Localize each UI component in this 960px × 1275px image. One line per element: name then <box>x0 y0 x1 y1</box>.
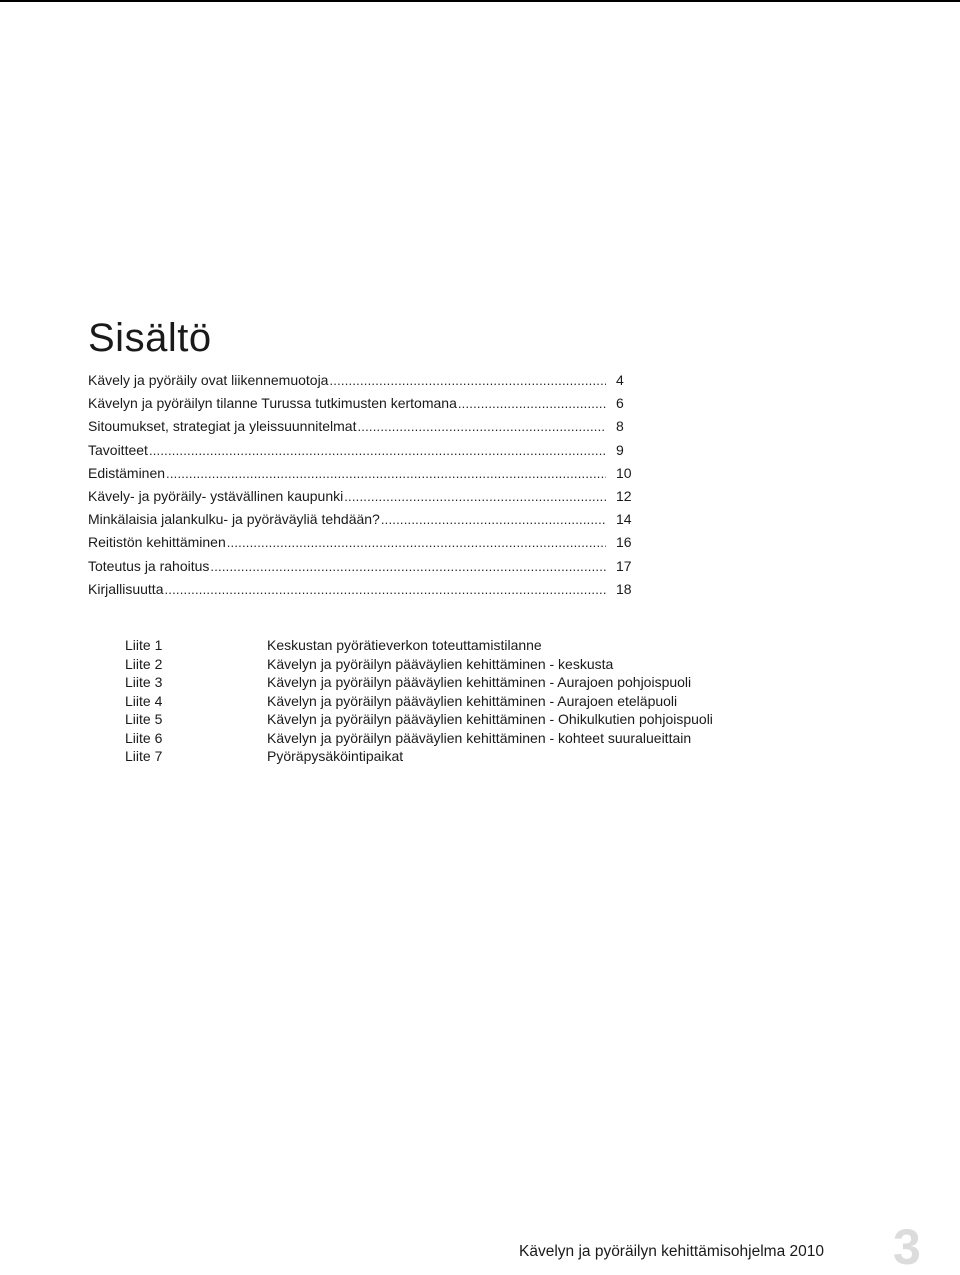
toc-dot-leader <box>166 465 606 481</box>
toc-entry-page: 17 <box>616 557 632 574</box>
toc-dot-leader <box>381 511 606 527</box>
toc-entry-title: Edistäminen <box>88 464 166 481</box>
appendix-entry <box>125 747 713 766</box>
appendix-title: Kävelyn ja pyöräilyn pääväylien kehittäminen - keskusta <box>267 655 614 672</box>
toc-dot-leader <box>344 488 606 504</box>
toc-entry <box>88 395 648 418</box>
page-title: Sisältö <box>88 316 212 360</box>
toc-entry-page: 10 <box>616 464 632 481</box>
appendix-entry <box>125 673 713 692</box>
appendix-entry <box>125 692 713 711</box>
toc-entry <box>88 372 648 395</box>
toc-dot-leader <box>210 558 606 574</box>
toc-entry-title: Kävelyn ja pyöräilyn tilanne Turussa tutkimusten kertomana <box>88 395 457 412</box>
toc-entry <box>88 418 648 441</box>
appendix-title: Pyöräpysäköintipaikat <box>267 748 404 764</box>
appendix-label: Liite 4 <box>125 692 163 709</box>
toc-entry-page: 8 <box>616 418 624 435</box>
appendix-entry <box>125 636 713 655</box>
appendix-entry <box>125 655 713 674</box>
toc-entry-page: 4 <box>616 372 624 388</box>
toc-entry-title: Kävely ja pyöräily ovat liikennemuotoja <box>88 372 329 388</box>
toc-entry <box>88 465 648 488</box>
toc-entry-title: Kirjallisuutta <box>88 580 164 597</box>
footer-document-title: Kävelyn ja pyöräilyn kehittämisohjelma 2010 <box>519 1243 824 1260</box>
appendix-title: Kävelyn ja pyöräilyn pääväylien kehittäminen - Ohikulkutien pohjoispuoli <box>267 711 713 727</box>
appendix-entry <box>125 710 713 729</box>
appendix-label: Liite 6 <box>125 729 163 746</box>
appendix-label: Liite 5 <box>125 711 163 727</box>
toc-entry-title: Sitoumukset, strategiat ja yleissuunnitelmat <box>88 418 357 435</box>
appendix-title: Keskustan pyörätieverkon toteuttamistilanne <box>267 637 542 653</box>
appendix-label: Liite 7 <box>125 748 163 764</box>
page-number: 3 <box>893 1219 921 1275</box>
appendix-label: Liite 2 <box>125 655 163 672</box>
toc-dot-leader <box>227 534 606 550</box>
top-rule <box>0 0 960 2</box>
toc-dot-leader <box>329 372 606 388</box>
toc-entry-page: 14 <box>616 511 632 528</box>
appendix-title: Kävelyn ja pyöräilyn pääväylien kehittäminen - Aurajoen pohjoispuoli <box>267 674 692 690</box>
toc-entry <box>88 488 648 511</box>
toc-entry-page: 9 <box>616 441 624 458</box>
appendix-title: Kävelyn ja pyöräilyn pääväylien kehittäminen - kohteet suuralueittain <box>267 729 692 746</box>
appendix-label: Liite 3 <box>125 674 163 690</box>
toc-entry-title: Reitistön kehittäminen <box>88 534 226 551</box>
toc-entry-title: Tavoitteet <box>88 441 148 458</box>
toc-dot-leader <box>357 418 606 434</box>
appendix-list <box>125 636 713 766</box>
toc-dot-leader <box>149 442 606 458</box>
toc-entry-page: 6 <box>616 395 624 412</box>
toc-entry <box>88 442 648 465</box>
table-of-contents <box>88 372 648 604</box>
toc-entry-title: Minkälaisia jalankulku- ja pyöräväyliä tehdään? <box>88 511 380 528</box>
toc-entry <box>88 558 648 581</box>
toc-entry-page: 16 <box>616 534 632 551</box>
toc-entry-title: Kävely- ja pyöräily- ystävällinen kaupunki <box>88 487 344 504</box>
appendix-entry <box>125 729 713 748</box>
appendix-label: Liite 1 <box>125 637 163 653</box>
toc-dot-leader <box>164 581 606 597</box>
toc-entry-title: Toteutus ja rahoitus <box>88 557 210 574</box>
toc-entry <box>88 511 648 534</box>
appendix-title: Kävelyn ja pyöräilyn pääväylien kehittäminen - Aurajoen eteläpuoli <box>267 692 678 709</box>
toc-dot-leader <box>458 395 606 411</box>
toc-entry <box>88 581 648 604</box>
toc-entry-page: 12 <box>616 487 632 504</box>
toc-entry-page: 18 <box>616 580 632 597</box>
toc-entry <box>88 534 648 557</box>
